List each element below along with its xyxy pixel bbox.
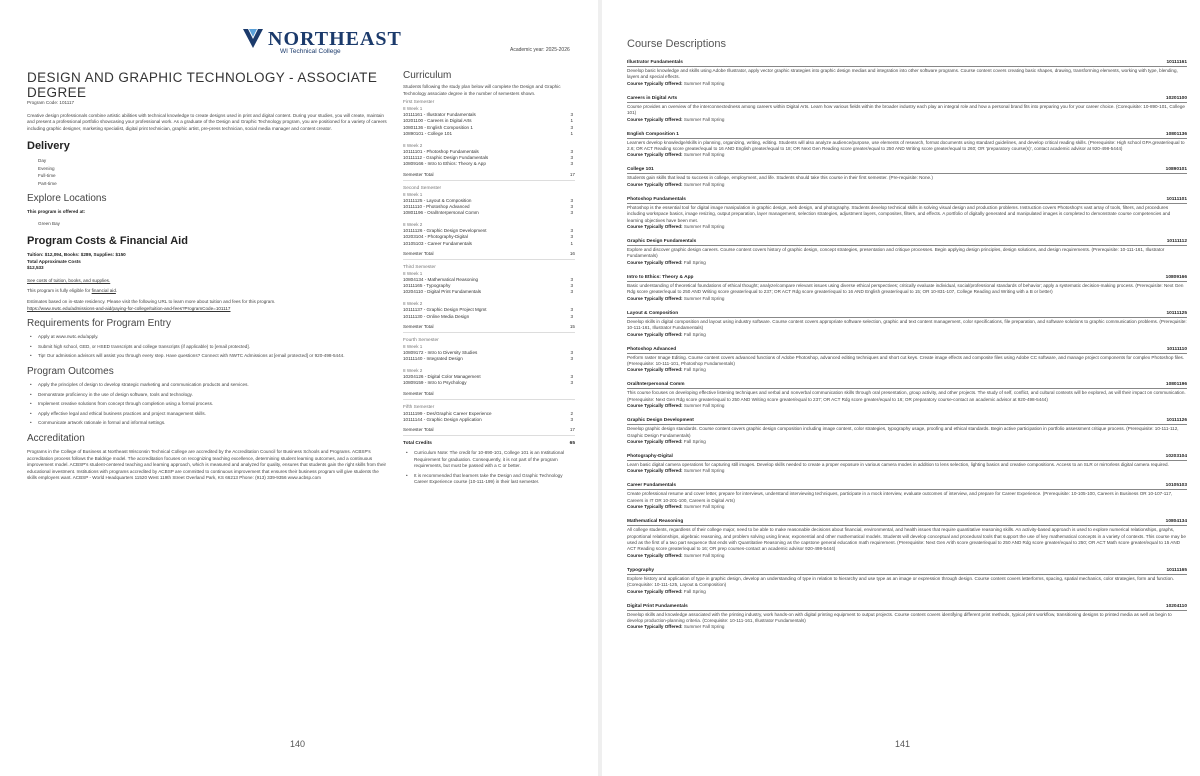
course-title: Photoshop Fundamentals: [627, 196, 686, 202]
semester-total-label: Semester Total: [403, 390, 434, 396]
delivery-item: Evening: [38, 165, 55, 171]
semester-total-value: 16: [569, 250, 575, 256]
course-offered-label: Course Typically Offered:: [627, 403, 683, 409]
course-credits: 3: [570, 234, 573, 240]
accreditation-text: Programs in the College of Business at Northeast Wisconsin Technical College are accredited by the Accreditation Council for Business Schools and Programs. ACBSP's accreditation process follows the Baldrige model. The accreditation focuses on recognizing teaching excellence, determining student learning outcomes, and a continuous improvement model. ACBSP's student-centered teaching and learning approach, which is measured and analyzed for quality, ensures that students gain the right skills from their educational investment. Institutions with programs accredited by ACBSP are committed to continuous improvement that ensures their business program will give students the skills employers want. ACBSP - World Headquarters 11520 West 119th Street Overland Park, KS 66213 Phone: (913) 339-9356 www.acbsp.com: [27, 448, 387, 481]
course-title: Graphic Design Development: [627, 418, 694, 424]
course-description-item: [627, 167, 1187, 188]
logo-name: NORTHEAST: [268, 28, 402, 50]
program-title: DESIGN AND GRAPHIC TECHNOLOGY - ASSOCIATE DEGREE: [27, 70, 378, 100]
course-offered-label: Course Typically Offered:: [627, 224, 683, 230]
course-code: 10111161: [1166, 60, 1187, 65]
course-code-title: 10111125 - Layout & Composition: [403, 197, 472, 203]
course-offered-terms: Summer Fall Spring: [683, 295, 725, 301]
course-offered-label: Course Typically Offered:: [627, 624, 683, 630]
location-item: Green Bay: [38, 220, 60, 226]
course-offered-terms: Summer Fall Spring: [683, 504, 725, 510]
course-code-title: 10111140 - Integrated Design: [403, 356, 463, 362]
curriculum-notes: [403, 450, 575, 486]
course-credits: 3: [570, 161, 573, 167]
course-description-header: [627, 604, 1187, 611]
block-label: 8 Week 1: [403, 270, 423, 276]
course-code: 10111165: [1166, 567, 1187, 573]
course-code: 10111125: [1166, 310, 1187, 316]
course-offered-line: [627, 224, 1187, 230]
course-description-text: Develop skills and knowledge associated with the printing industry, work hands-on with digital printing equipment to output projects. Course content covers identifying different print methods, typical print workflow, transitioning designs to printed media as well as begin to develop production-planning criteria. (Corequisite: 10-111-161, Illustrator Fundamentals): [627, 611, 1172, 623]
course-credits: 3: [570, 197, 573, 203]
course-credits: 3: [570, 283, 573, 289]
course-description-item: [627, 568, 1187, 595]
course-credits: 3: [570, 155, 573, 161]
course-title: Career Fundamentals: [627, 483, 677, 489]
course-code-title: 10111126 - Graphic Design Development: [403, 228, 487, 234]
course-offered-label: Course Typically Offered:: [627, 504, 683, 510]
course-offered-terms: Summer Fall Spring: [683, 152, 725, 158]
course-offered-terms: Summer Fall Spring: [683, 80, 725, 86]
outcome-item: • Apply the principles of design to develop strategic marketing and communication products and services.: [27, 382, 389, 389]
course-code: 10201100: [1165, 95, 1187, 101]
course-description-text: Learn basic digital camera operations for capturing still images. Develop skills needed to create a proper exposure in various camera modes in addition to lens selection, lighting basics and creative compositions. Access to an SLR or mirrorless digital camera required.: [627, 461, 1169, 467]
course-code: 10105103: [1165, 483, 1187, 489]
course-title: Mathematical Reasoning: [627, 519, 684, 525]
program-intro: Creative design professionals combine artistic abilities with technical knowledge to create designs used in print and digital content. During your studies, you will create, maintain and present a professional portfolio showcasing your professional work. As a graduate of the Design and Graphic Technology program, you are positioned for a variety of careers including graphic designer, marketing specialist, digital print technician, graphic artist, pre-press technician, social media manager and content creator.: [27, 112, 387, 131]
program-code: Program Code: 101117: [27, 100, 75, 105]
course-description-text: Explore and discover graphic design careers. Course content covers history of graphic design, concept strategies, presentation and critique processes. Begin applying design principles, design solutions, and design requirements. (Prerequisite: 10-111-161, Illustrator Fundamentals): [627, 247, 1165, 259]
course-credits: 1: [570, 118, 573, 124]
course-description-header: [627, 239, 1187, 246]
curriculum-semesters: [403, 100, 575, 436]
course-title: Oral/Interpersonal Comm: [627, 382, 685, 388]
course-offered-line: [627, 332, 1187, 338]
course-description-text: Basic understanding of theoretical foundations of ethical thought; analyze/compare relevant issues using diverse ethical perspectives; critically evaluate individual, social/professional standards of behavior; apply a systematic decision-making process. (Prerequisite: Next Gen Rdg score greater/equal to 250 AND Writing score greater/equal to 237; OR ACT Rdg score greater/equal to 16 AND English greater/equal to 15; OR 10-831-107, College Reading and Writing with a B or better): [627, 282, 1184, 295]
course-offered-label: Course Typically Offered:: [627, 552, 683, 558]
course-offered-line: [627, 117, 1187, 123]
page-number-left: 140: [290, 739, 306, 749]
logo-subtitle: WI Technical College: [280, 48, 341, 55]
curriculum-column: [403, 70, 575, 489]
course-description-text: Develop graphic design standards. Course content covers graphic design composition including image content, color strategies, typography usage, proofing and ethical standards. Begin active participation in portfolio assessment critique process. (Prerequisite: 10-111-112, Graphic Design Fundamentals): [627, 426, 1179, 438]
outcomes-list: [27, 382, 389, 427]
semester-label: Fifth Semester: [403, 404, 435, 410]
course-description-item: [627, 311, 1187, 338]
delivery-list: [27, 157, 389, 187]
course-description-text: Photoshop is the essential tool for digital image manipulation in graphic design, web design, and photography. Students develop technical skills in solving visual design and production problems. Instruction covers Photoshop's vast array of tools, filters, and procedures including workspace basics, image resizing, output preparation, layer management, selection strategies, adjustment layers, composites, filters, and effects. A portfolio of digitally generated and manipulated images is completed to demonstrate course competencies and learning objectives have been met.: [627, 204, 1171, 223]
course-offered-terms: Fall Spring: [683, 367, 706, 373]
course-credits: 3: [570, 313, 573, 319]
course-offered-label: Course Typically Offered:: [627, 181, 683, 187]
course-description-text: Course provides an overview of the interconnectedness among careers within Digital Arts. Learn how various fields within the broader industry each play an integral role and how a personal brand fits into preparing you for your career choice. (Corequisite: 10-890-101, College 101): [627, 103, 1185, 116]
course-description-text: Create professional resume and cover letter, prepare for interviews, understand interviewing techniques, participate in a mock interview, evaluate outcomes of interview, and prepare for Career Experience. (Prerequisite: 10-105-100, Careers in Business OR 10-107-117, Careers in IT OR 10-201-100, Careers in Digital Arts): [627, 491, 1173, 503]
course-descriptions-list: [627, 60, 1187, 639]
course-description-item: [627, 454, 1187, 475]
delivery-item: Part-time: [38, 180, 57, 186]
block-label: 8 Week 2: [403, 143, 423, 148]
curriculum-intro: Students following the study plan below will complete the Design and Graphic Technology associate degree in the number of semesters shown.: [403, 84, 561, 96]
page-number-right: 141: [895, 739, 911, 749]
course-offered-line: [627, 260, 1187, 266]
course-code-title: 10801136 - English Composition 1: [403, 124, 473, 130]
total-credits-row: [403, 441, 575, 446]
course-title: Photography-Digital: [627, 453, 673, 459]
course-title: English Composition 1: [627, 131, 679, 137]
course-code-title: 10204126 - Digital Color Management: [403, 374, 481, 380]
course-code: 10203104: [1165, 453, 1187, 459]
requirement-item: • Submit high school, GED, or HSED transcripts and college transcripts (if applicable) to [email protected].: [27, 344, 389, 351]
tuition-url-link[interactable]: https://www.nwtc.edu/admissions-and-aid/paying-for-college/tuition-and-fees?ProgramCode=101117: [27, 305, 231, 311]
course-description-header: [627, 418, 1187, 425]
course-code: 10111101: [1166, 196, 1187, 202]
course-code-title: 10203104 - Photography-Digital: [403, 234, 468, 240]
course-offered-terms: Fall Spring: [683, 588, 706, 594]
course-credits: 3: [570, 374, 573, 380]
course-credits: 3: [570, 356, 573, 362]
course-description-item: [627, 96, 1187, 123]
costs-total-value: $12,533: [27, 265, 44, 271]
course-offered-label: Course Typically Offered:: [627, 468, 683, 474]
semester-total-row: [403, 251, 575, 260]
course-credits: 3: [570, 289, 573, 295]
course-code: 10111112: [1166, 239, 1187, 245]
costs-heading: Program Costs & Financial Aid: [27, 235, 188, 247]
course-offered-line: [627, 624, 1187, 630]
course-credits: 1: [570, 130, 573, 136]
course-code: 10804134: [1165, 519, 1187, 525]
curriculum-course-row: [403, 417, 575, 423]
course-descriptions-heading: Course Descriptions: [627, 38, 727, 50]
course-offered-line: [627, 182, 1187, 188]
course-code-title: 10111199 - Des/Graphic Career Experience: [403, 410, 492, 416]
course-code: 10111126: [1166, 418, 1187, 424]
course-title: Graphic Design Fundamentals: [627, 239, 697, 245]
course-description-item: [627, 132, 1187, 159]
delivery-heading: Delivery: [27, 140, 70, 153]
accreditation-heading: Accreditation: [27, 432, 85, 444]
course-code-title: 10111137 - Graphic Design Project Mgmt: [403, 307, 487, 313]
course-code-title: 10890101 - College 101: [403, 130, 453, 136]
course-code: 10890101: [1165, 167, 1187, 173]
course-code: 10204110: [1165, 603, 1187, 609]
locations-list: [27, 220, 389, 227]
course-credits: 3: [570, 210, 573, 216]
outcome-item: • Implement creative solutions from concept through completion using a formal process.: [27, 401, 389, 408]
course-description-item: [627, 519, 1187, 559]
course-title: Photoshop Advanced: [627, 346, 677, 352]
course-code-title: 10804134 - Mathematical Reasoning: [403, 276, 479, 282]
course-credits: 3: [570, 124, 573, 130]
course-offered-label: Course Typically Offered:: [627, 116, 683, 122]
requirement-item: • Tip! Our admission advisors will assist you through every step. Have questions? Connect with NWTC Admissions at [email protected] or 920-498-5444.: [27, 353, 389, 360]
semester-total-row: [403, 391, 575, 400]
course-code-title: 10111112 - Graphic Design Fundamentals: [403, 155, 489, 161]
course-description-text: Develop skills in digital composition and layout using industry software. Course content covers appropriate software selection, graphic and text content management, color specifications, file preparation, and software solutions to graphic communication problems. (Prerequisite: 10-111-161, Illustrator Fundamentals): [627, 318, 1187, 331]
course-code-title: 10809166 - Intro to Ethics: Theory & App: [403, 161, 486, 167]
financial-aid-line: This program is fully eligible for financial aid.: [27, 288, 118, 294]
block-label: 8 Week 1: [403, 106, 423, 112]
course-code-title: 10111161 - Illustrator Fundamentals: [403, 112, 476, 118]
course-offered-label: Course Typically Offered:: [627, 367, 683, 373]
course-offered-label: Course Typically Offered:: [627, 588, 683, 594]
course-title: Typography: [627, 567, 655, 573]
course-code-title: 10801196 - Oral/Interpersonal Comm: [403, 210, 479, 216]
course-description-text: Students gain skills that lead to success in college, employment, and life. Students should take this course in their first semester. (Pre-requisite: None.): [627, 175, 933, 181]
course-offered-line: [627, 367, 1187, 373]
course-credits: 3: [570, 349, 573, 355]
semester-total-row: [403, 427, 575, 436]
semester-total-value: 17: [569, 171, 575, 177]
course-description-header: [627, 382, 1187, 389]
course-offered-terms: Summer Fall Spring: [683, 116, 725, 122]
curriculum-course-row: [403, 161, 575, 167]
curriculum-note: • Curriculum Note: The credit for 10-890-101, College 101 is an Institutional Requirement for graduation. Consequently, it is not part of the program requirements, but must be passed with a C or better.: [403, 450, 575, 470]
course-credits: 3: [570, 276, 573, 282]
total-credits-value: 65: [569, 441, 575, 447]
semester-label: First Semester: [403, 100, 435, 106]
course-offered-terms: Summer Fall Spring: [683, 468, 725, 474]
semester-total-row: [403, 324, 575, 333]
course-credits: 3: [570, 380, 573, 386]
eligible-text: This program is fully eligible for: [27, 288, 91, 294]
semester-total-row: [403, 172, 575, 181]
course-offered-terms: Summer Fall Spring: [683, 624, 725, 630]
semester-total-value: 15: [569, 323, 575, 329]
course-offered-terms: Summer Fall Spring: [683, 552, 725, 558]
block-label: 8 Week 2: [403, 222, 423, 228]
course-credits: 1: [570, 240, 573, 246]
course-offered-line: [627, 81, 1187, 87]
course-description-item: [627, 347, 1187, 374]
academic-year: Academic year: 2025-2026: [510, 47, 570, 53]
course-description-header: [627, 167, 1187, 174]
course-code-title: 10809159 - Intro to Psychology: [403, 380, 467, 386]
requirements-heading: Requirements for Program Entry: [27, 318, 171, 330]
course-credits: 3: [570, 149, 573, 154]
curriculum-course-row: [403, 380, 575, 386]
locations-heading: Explore Locations: [27, 193, 107, 204]
course-code-title: 10105103 - Career Fundamentals: [403, 240, 472, 246]
block-label: 8 Week 1: [403, 343, 423, 349]
outcome-item: • Communicate artwork rationale in formal and informal settings.: [27, 420, 389, 427]
semester-total-value: 17: [569, 427, 575, 433]
semester-label: Second Semester: [403, 185, 442, 191]
outcomes-heading: Program Outcomes: [27, 365, 114, 377]
semester-total-label: Semester Total: [403, 323, 434, 329]
course-title: Careers in Digital Arts: [627, 95, 678, 101]
course-description-header: [627, 454, 1187, 461]
course-description-header: [627, 96, 1187, 103]
course-description-header: [627, 275, 1187, 282]
curriculum-heading: Curriculum: [403, 70, 452, 81]
outcome-item: • Demonstrate proficiency in the use of design software, tools and technology.: [27, 392, 389, 399]
course-offered-line: [627, 296, 1187, 302]
course-offered-terms: Fall Spring: [683, 259, 706, 265]
delivery-item: Full-time: [38, 173, 56, 179]
course-description-text: All college students, regardless of their college major, need to be able to make reasonable decisions about financial, environmental, and health issues that require quantitative reasoning skills. An activity-based approach is used to explore numerical relationships, graphs, proportional relationships, algebraic reasoning, and problem solving using linear, exponential and other mathematical models. Students will develop conceptual and procedural tools that support the use of key mathematical concepts in a variety of contexts. This course may be used as the first of a two part sequence that ends with Quantitative Reasoning as the capstone general education math requirement. (Prerequisite: Next Gen Arith score greater/equal to 250 AND Rdg score greater/equal to 250; OR ACT Math score greater/equal to 15 AND ACT Reading score greater/equal to 16; OR prep courses-contact an academic advisor 920-498-5444): [627, 527, 1186, 552]
course-code-title: 10111101 - Photoshop Fundamentals: [403, 149, 479, 154]
course-code-title: 10111110 - Photoshop Advanced: [403, 203, 470, 209]
course-credits: 2: [570, 410, 573, 416]
course-offered-terms: Summer Fall Spring: [683, 403, 725, 409]
course-description-item: [627, 275, 1187, 302]
course-description-text: Perform raster Image Editing. Course content covers advanced functions of Adobe Photoshop, advanced editing techniques and short cut keys. Create image effects and composite files using Adobe CC software, and manage project components for complex Photoshop files. (Prerequisite: 10-111-101, Photoshop Fundamentals): [627, 354, 1185, 366]
course-code: 10809166: [1165, 274, 1187, 280]
left-page: [0, 0, 598, 776]
course-offered-line: [627, 439, 1187, 445]
right-page: [602, 0, 1200, 776]
outcome-item: • Apply effective legal and ethical business practices and project management skills.: [27, 411, 389, 418]
course-code-title: 10201100 - Careers in Digital Arts: [403, 118, 472, 124]
course-description-text: Learners develop knowledge/skills in planning, organizing, writing, editing. Students will also analyze audience/purpose, use elements of research, format documents using standard guidelines, and develop critical reading skills. (Prerequisite: High school GPA greater/equal to 2.6; OR ACT Reading score greater/equal to 16 AND English greater/equal to 18; OR Next Gen Reading score greater/equal to 250 AND Writing score greater/equal to 260; OR 'preparatory course(s)', contact academic advisor at 920-498-5444): [627, 139, 1185, 152]
course-offered-label: Course Typically Offered:: [627, 331, 683, 337]
course-credits: 3: [570, 112, 573, 118]
course-description-item: [627, 197, 1187, 231]
locations-offered-label: This program is offered at:: [27, 209, 86, 214]
costs-total-label: Total Approximate Costs: [27, 258, 81, 264]
course-description-text: Explore history and application of type in graphic design, develop an understanding of type in relation to hierarchy and use type as an image or expression through design. Course content covers letterforms, spacing, spatial mechanics, color strategies, form and function. (Corequisite: 10-111-125, Layout & Composition): [627, 575, 1174, 588]
course-description-item: [627, 604, 1187, 631]
course-offered-terms: Summer Fall Spring: [683, 224, 725, 230]
course-description-item: [627, 382, 1187, 409]
semester-total-label: Semester Total: [403, 250, 434, 256]
block-label: 8 Week 1: [403, 191, 423, 197]
course-description-text: This course focuses on developing effective listening techniques and verbal and nonverbal communication skills through oral presentation, group activity, and other projects. The study of self, conflict, and cultural contexts will be explored, as will their impact on communication. (Prerequisite: Next Gen Rdg score greater/equal to 250 AND Writing score greater/equal to 237; OR ACT Rdg score greater/equal to 16; OR preparatory course-contact an academic advisor at 920-498-5444): [627, 390, 1186, 402]
course-credits: 3: [570, 203, 573, 209]
course-code-title: 10809172 - Intro to Diversity Studies: [403, 349, 478, 355]
course-description-item: [627, 60, 1187, 87]
course-credits: 3: [570, 307, 573, 313]
course-description-header: [627, 311, 1187, 318]
course-offered-label: Course Typically Offered:: [627, 295, 683, 301]
course-code: 10111110: [1166, 346, 1187, 352]
course-code: 10801136: [1165, 131, 1187, 137]
course-offered-line: [627, 589, 1187, 595]
curriculum-note: • It is recommended that learners take the Design and Graphic Technology Career Experience course (10-111-199) in their last semester.: [403, 473, 575, 486]
course-description-header: [627, 483, 1187, 490]
course-offered-line: [627, 553, 1187, 559]
program-main-column: [27, 70, 389, 482]
curriculum-course-row: [403, 241, 575, 247]
course-title: Illustrator Fundamentals: [627, 60, 683, 65]
course-offered-label: Course Typically Offered:: [627, 152, 683, 158]
course-description-item: [627, 483, 1187, 510]
course-description-header: [627, 197, 1187, 204]
course-description-header: [627, 60, 1187, 67]
block-label: 8 Week 2: [403, 301, 423, 307]
course-credits: 3: [570, 416, 573, 422]
course-code-title: 10204110 - Digital Print Fundamentals: [403, 289, 482, 295]
course-offered-label: Course Typically Offered:: [627, 438, 683, 444]
course-title: Digital Print Fundamentals: [627, 603, 688, 609]
course-credits: 3: [570, 228, 573, 234]
course-title: Intro to Ethics: Theory & App: [627, 274, 694, 280]
course-description-header: [627, 519, 1187, 526]
semester-total-label: Semester Total: [403, 427, 434, 433]
course-code-title: 10111165 - Typography: [403, 283, 451, 289]
course-offered-line: [627, 504, 1187, 510]
course-title: College 101: [627, 167, 654, 173]
logo-emblem-icon: [240, 26, 266, 52]
course-offered-line: [627, 468, 1187, 474]
course-offered-terms: Fall Spring: [683, 331, 706, 337]
costs-tuition: Tuition: $12,094, Books: $289, Supplies: $150: [27, 252, 126, 257]
course-description-item: [627, 239, 1187, 266]
course-description-item: [627, 418, 1187, 445]
course-code-title: 10111144 - Graphic Design Application: [403, 416, 482, 422]
requirement-item: • Apply at www.nwtc.edu/apply.: [27, 334, 389, 341]
course-description-text: Develop basic knowledge and skills using Adobe Illustrator, apply vector graphic strategies into graphic design medias and integration into other software programs. Course content covers creating basic shapes, drawing, transforming elements, working with type, blending, layers and special effects.: [627, 68, 1178, 80]
course-description-header: [627, 568, 1187, 575]
course-offered-line: [627, 403, 1187, 409]
financial-aid-link[interactable]: financial aid: [91, 288, 116, 294]
delivery-item: Day: [38, 158, 47, 164]
requirements-list: [27, 334, 389, 360]
course-offered-terms: Fall Spring: [683, 438, 706, 444]
see-costs-link[interactable]: See costs of tuition, books, and supplies.: [27, 277, 111, 283]
course-code: 10801196: [1165, 382, 1187, 388]
semester-label: Fourth Semester: [403, 337, 439, 343]
block-label: 8 Week 2: [403, 368, 423, 374]
course-offered-terms: Summer Fall Spring: [683, 181, 725, 187]
course-description-header: [627, 132, 1187, 139]
semester-total-label: Semester Total: [403, 171, 434, 177]
course-offered-line: [627, 152, 1187, 158]
course-description-header: [627, 347, 1187, 354]
course-title: Layout & Composition: [627, 310, 679, 316]
course-offered-label: Course Typically Offered:: [627, 80, 683, 86]
semester-label: Third Semester: [403, 264, 436, 270]
costs-estimates: Estimates based on in-state residency. Please visit the following URL to learn more about tuition and fees for this program.: [27, 298, 276, 304]
total-credits-label: Total Credits: [403, 441, 432, 447]
course-code-title: 10111130 - Online Media Design: [403, 313, 470, 319]
course-offered-label: Course Typically Offered:: [627, 259, 683, 265]
curriculum-course-row: [403, 314, 575, 320]
